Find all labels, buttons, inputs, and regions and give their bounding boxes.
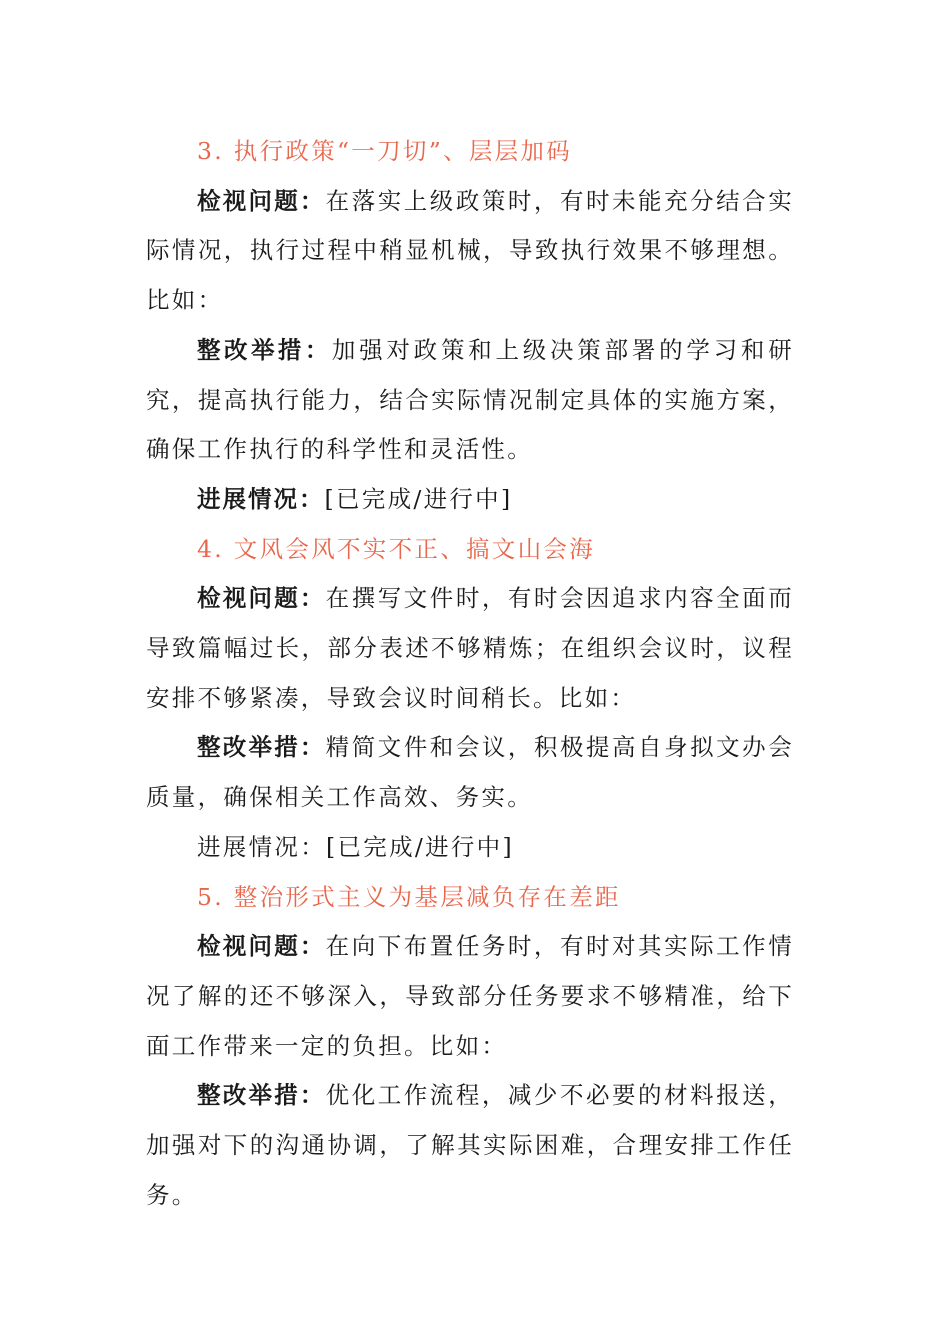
problem-text: 在落实上级政策时，有时未能充分结合实际情况，执行过程中稍显机械，导致执行效果不够理想。比如： (146, 186, 795, 315)
measure-paragraph (146, 1071, 794, 1220)
problem-paragraph (146, 922, 794, 1071)
section-heading: 5. 整治形式主义为基层减负存在差距 (197, 882, 621, 911)
progress-text: [已完成/进行中] (324, 484, 513, 513)
document-page (146, 127, 794, 1220)
problem-paragraph (146, 177, 794, 326)
section-heading: 4. 文风会风不实不正、搞文山会海 (197, 534, 595, 563)
measure-text: 优化工作流程，减少不必要的材料报送，加强对下的沟通协调，了解其实际困难，合理安排工作任务。 (146, 1081, 795, 1209)
problem-label: 检视问题： (197, 932, 326, 961)
measure-label: 整改举措： (197, 733, 326, 762)
measure-label: 整改举措： (197, 335, 332, 364)
measure-text: 加强对政策和上级决策部署的学习和研究，提高执行能力，结合实际情况制定具体的实施方案，确保工作执行的科学性和灵活性。 (146, 335, 794, 464)
problem-text: 在撰写文件时，有时会因追求内容全面而导致篇幅过长，部分表述不够精炼；在组织会议时，议程安排不够紧凑，导致会议时间稍长。比如： (146, 584, 795, 712)
problem-text: 在向下布置任务时，有时对其实际工作情况了解的还不够深入，导致部分任务要求不够精准，给下面工作带来一定的负担。比如： (146, 932, 795, 1060)
problem-paragraph (146, 574, 794, 723)
progress-label: 进展情况： (197, 484, 325, 513)
measure-text: 精简文件和会议，积极提高自身拟文办会质量，确保相关工作高效、务实。 (146, 733, 795, 812)
measure-paragraph (146, 326, 794, 475)
measure-label: 整改举措： (197, 1081, 326, 1110)
progress-paragraph (146, 475, 794, 525)
problem-label: 检视问题： (197, 186, 326, 215)
problem-label: 检视问题： (197, 584, 326, 613)
section-heading: 3. 执行政策“一刀切”、层层加码 (197, 137, 573, 165)
measure-paragraph (146, 723, 794, 822)
progress-paragraph: 进展情况：[已完成/进行中] (197, 832, 514, 861)
